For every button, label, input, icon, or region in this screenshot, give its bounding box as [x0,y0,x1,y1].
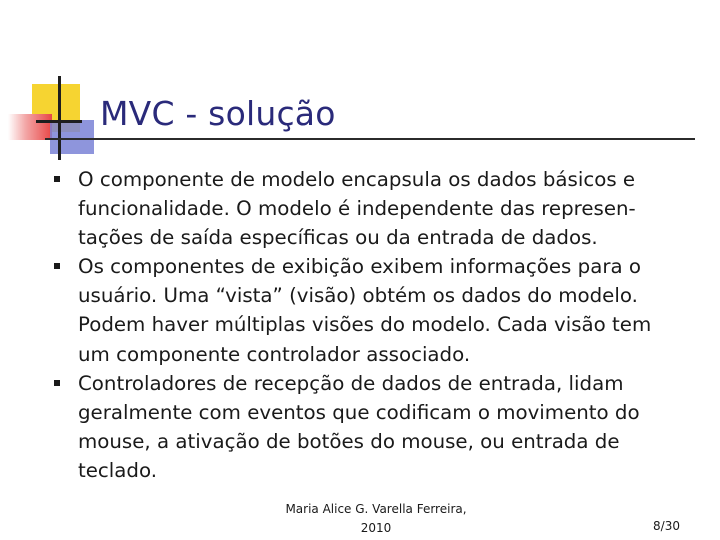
bullet-item [54,165,694,252]
bullet-line: teclado. [78,458,158,482]
title-divider [45,138,695,140]
bullet-line: tações de saída específicas ou da entrada de dados. [78,226,598,250]
bullet-line: Os componentes de exibição exibem informações para o [78,255,641,279]
bullet-line: geralmente com eventos que codificam o movimento do [78,400,640,424]
slide-logo [0,0,110,170]
bullet-line: Podem haver múltiplas visões do modelo. Cada visão tem [78,313,652,337]
footer-author-name: Maria Alice G. Varella Ferreira, [285,502,467,516]
bullet-item [54,252,694,368]
bullet-line: um componente controlador associado. [78,342,471,366]
bullet-text [78,369,694,485]
bullet-square-icon [54,380,60,386]
logo-blue-square [50,120,94,154]
bullet-line: O componente de modelo encapsula os dados básicos e [78,168,636,191]
bullet-square-icon [54,263,60,269]
bullet-square-icon [54,176,60,182]
bullet-line: funcionalidade. O modelo é independente das represen- [78,197,636,221]
bullet-item [54,369,694,485]
slide-title: MVC - solução [100,94,336,133]
bullet-text [78,252,694,368]
bullet-text [78,165,694,252]
bullet-line: mouse, a ativação de botões do mouse, ou entrada de [78,429,620,453]
logo-vertical-line [58,76,61,160]
page-number: 8/30 [653,519,680,533]
logo-red-bar [8,114,52,140]
logo-horizontal-line [36,120,82,123]
footer-author-year: 2010 [360,521,392,535]
footer-author [260,500,492,538]
bullet-line: Controladores de recepção de dados de entrada, lidam [78,371,624,395]
bullet-list [54,165,694,485]
bullet-line: usuário. Uma “vista” (visão) obtém os dados do modelo. [78,284,638,308]
